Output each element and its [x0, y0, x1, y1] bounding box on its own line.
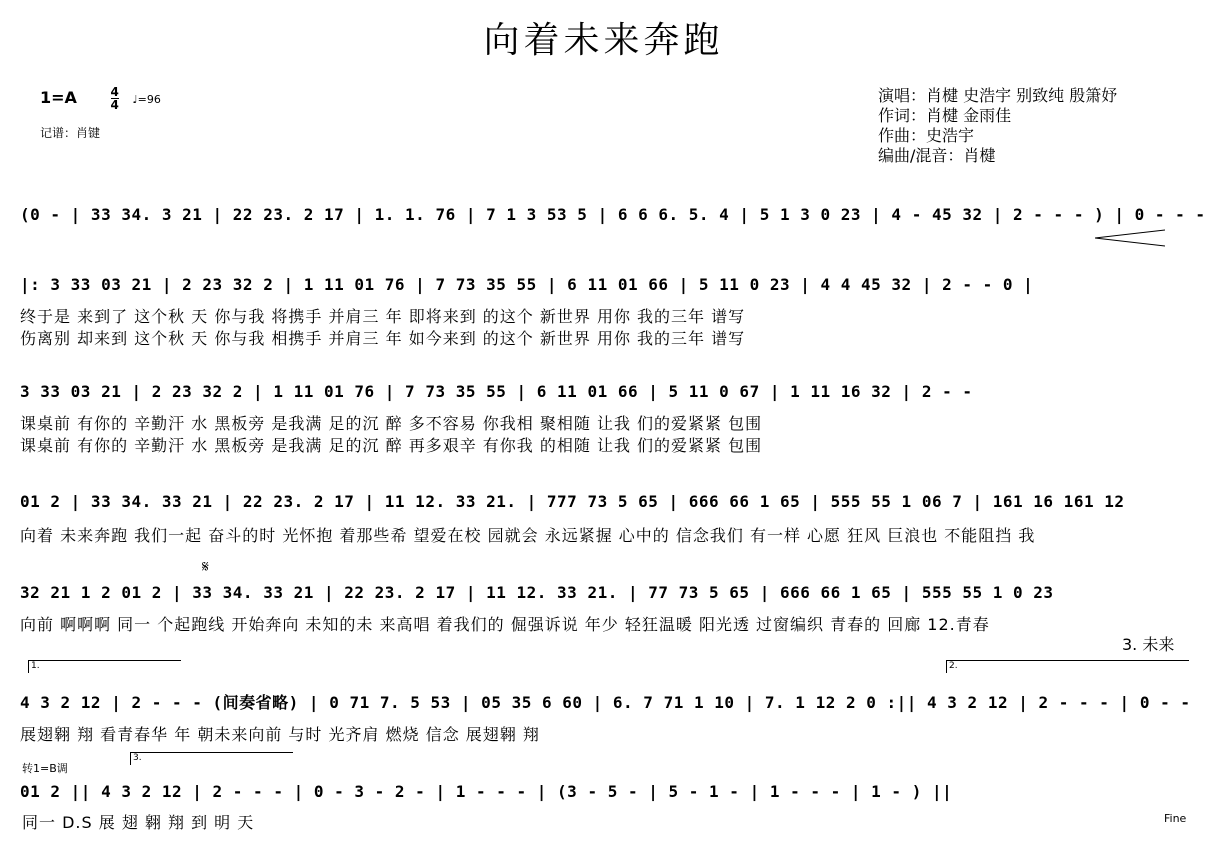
- notes: 01 2 | 33 34. 33 21 | 22 23. 2 17 | 11 12. 33 21. | 777 73 5 65 | 666 66 1 65 | 555 55 1 06 7 | 161 16 161 12: [20, 492, 1125, 511]
- key-signature: 1=A: [40, 88, 77, 107]
- volta-1: 1.: [28, 660, 181, 673]
- transcriber: 记谱：肖键: [40, 126, 101, 140]
- lyric-verse-1b: 课桌前 有你的 辛勤汗 水 黑板旁 是我满 足的沉 醉 多不容易 你我相 聚相随 让我 们的爱紧紧 包围: [20, 414, 763, 433]
- notation-line-5: [20, 573, 1195, 613]
- song-title: 向着未来奔跑: [483, 20, 724, 61]
- segno-sign: 𝄋: [202, 557, 209, 576]
- fine-mark: Fine: [1164, 812, 1187, 825]
- notes: 4 3 2 12 | 2 - - - (间奏省略) | 0 71 7. 5 53 | 05 35 6 60 | 6. 7 71 1 10 | 7. 1 12 2 0 :|| 4 3 2 12 | 2 - - - | 0 - -: [20, 693, 1191, 712]
- notes: (0 - | 33 34. 3 21 | 22 23. 2 17 | 1. 1. 76 | 7 1 3 53 5 | 6 6 6. 5. 4 | 5 1 3 0 23 | 4 - 45 32 | 2 - - - ) | 0 - - -: [20, 205, 1206, 224]
- notation-line-7: [20, 772, 1195, 812]
- ending-3-lyric: 3. 未来: [1122, 635, 1175, 654]
- lyric-final: 同一 D.S 展 翅 翱 翔 到 明 天: [22, 813, 255, 832]
- lyric-verse-1a: 终于是 来到了 这个秋 天 你与我 将携手 并肩三 年 即将来到 的这个 新世界 用你 我的三年 谱写: [20, 307, 746, 326]
- singers: 演唱：肖楗 史浩宇 别致纯 殷箫妤: [878, 86, 1118, 105]
- notes: 32 21 1 2 01 2 | 33 34. 33 21 | 22 23. 2 17 | 11 12. 33 21. | 77 73 5 65 | 666 66 1 65 | 555 55 1 0 23: [20, 583, 1054, 602]
- tempo-mark: ♩=96: [132, 93, 161, 106]
- credits: [878, 86, 1117, 166]
- key-change: 转1=B调: [22, 762, 68, 775]
- notes: 3 33 03 21 | 2 23 32 2 | 1 11 01 76 | 7 73 35 55 | 6 11 01 66 | 5 11 0 67 | 1 11 16 32 | 2 - -: [20, 382, 973, 401]
- lyric-chorus-2: 向前 啊啊啊 同一 个起跑线 开始奔向 未知的未 来高唱 着我们的 倔强诉说 年少 轻狂温暖 阳光透 过窗编织 青春的 回廊 12.青春: [20, 615, 990, 634]
- arranger: 编曲/混音：肖楗: [878, 146, 996, 165]
- time-signature: $\frac{4}{4}$: [110, 85, 119, 112]
- lyricists: 作词：肖楗 金雨佳: [878, 106, 1012, 125]
- lyric-chorus-1: 向着 未来奔跑 我们一起 奋斗的时 光怀抱 着那些希 望爱在校 园就会 永远紧握 心中的 信念我们 有一样 心愿 狂风 巨浪也 不能阻挡 我: [20, 526, 1036, 545]
- notation-line-2: [20, 265, 1195, 305]
- notation-line-1: [20, 195, 1206, 235]
- notation-line-6: [20, 680, 1195, 720]
- notes: |: 3 33 03 21 | 2 23 32 2 | 1 11 01 76 | 7 73 35 55 | 6 11 01 66 | 5 11 0 23 | 4 4 45 32 | 2 - - 0 |: [20, 275, 1034, 294]
- volta-2: 2.: [946, 660, 1189, 673]
- key-tempo: [40, 86, 161, 111]
- notation-line-4: [20, 482, 1195, 522]
- composer: 作曲：史浩宇: [878, 126, 975, 145]
- notation-line-3: [20, 372, 1195, 412]
- lyric-ending: 展翅翱 翔 看青春华 年 朝未来向前 与时 光齐肩 燃烧 信念 展翅翱 翔: [20, 725, 540, 744]
- volta-3: 3.: [130, 752, 293, 765]
- lyric-verse-2a: 伤离别 却来到 这个秋 天 你与我 相携手 并肩三 年 如今来到 的这个 新世界 用你 我的三年 谱写: [20, 329, 746, 348]
- lyric-verse-2b: 课桌前 有你的 辛勤汗 水 黑板旁 是我满 足的沉 醉 再多艰辛 有你我 的相随 让我 们的爱紧紧 包围: [20, 436, 763, 455]
- notes: 01 2 || 4 3 2 12 | 2 - - - | 0 - 3 - 2 - | 1 - - - | (3 - 5 - | 5 - 1 - | 1 - - - | 1 - ) ||: [20, 782, 953, 801]
- decrescendo-hairpin: [1095, 228, 1165, 248]
